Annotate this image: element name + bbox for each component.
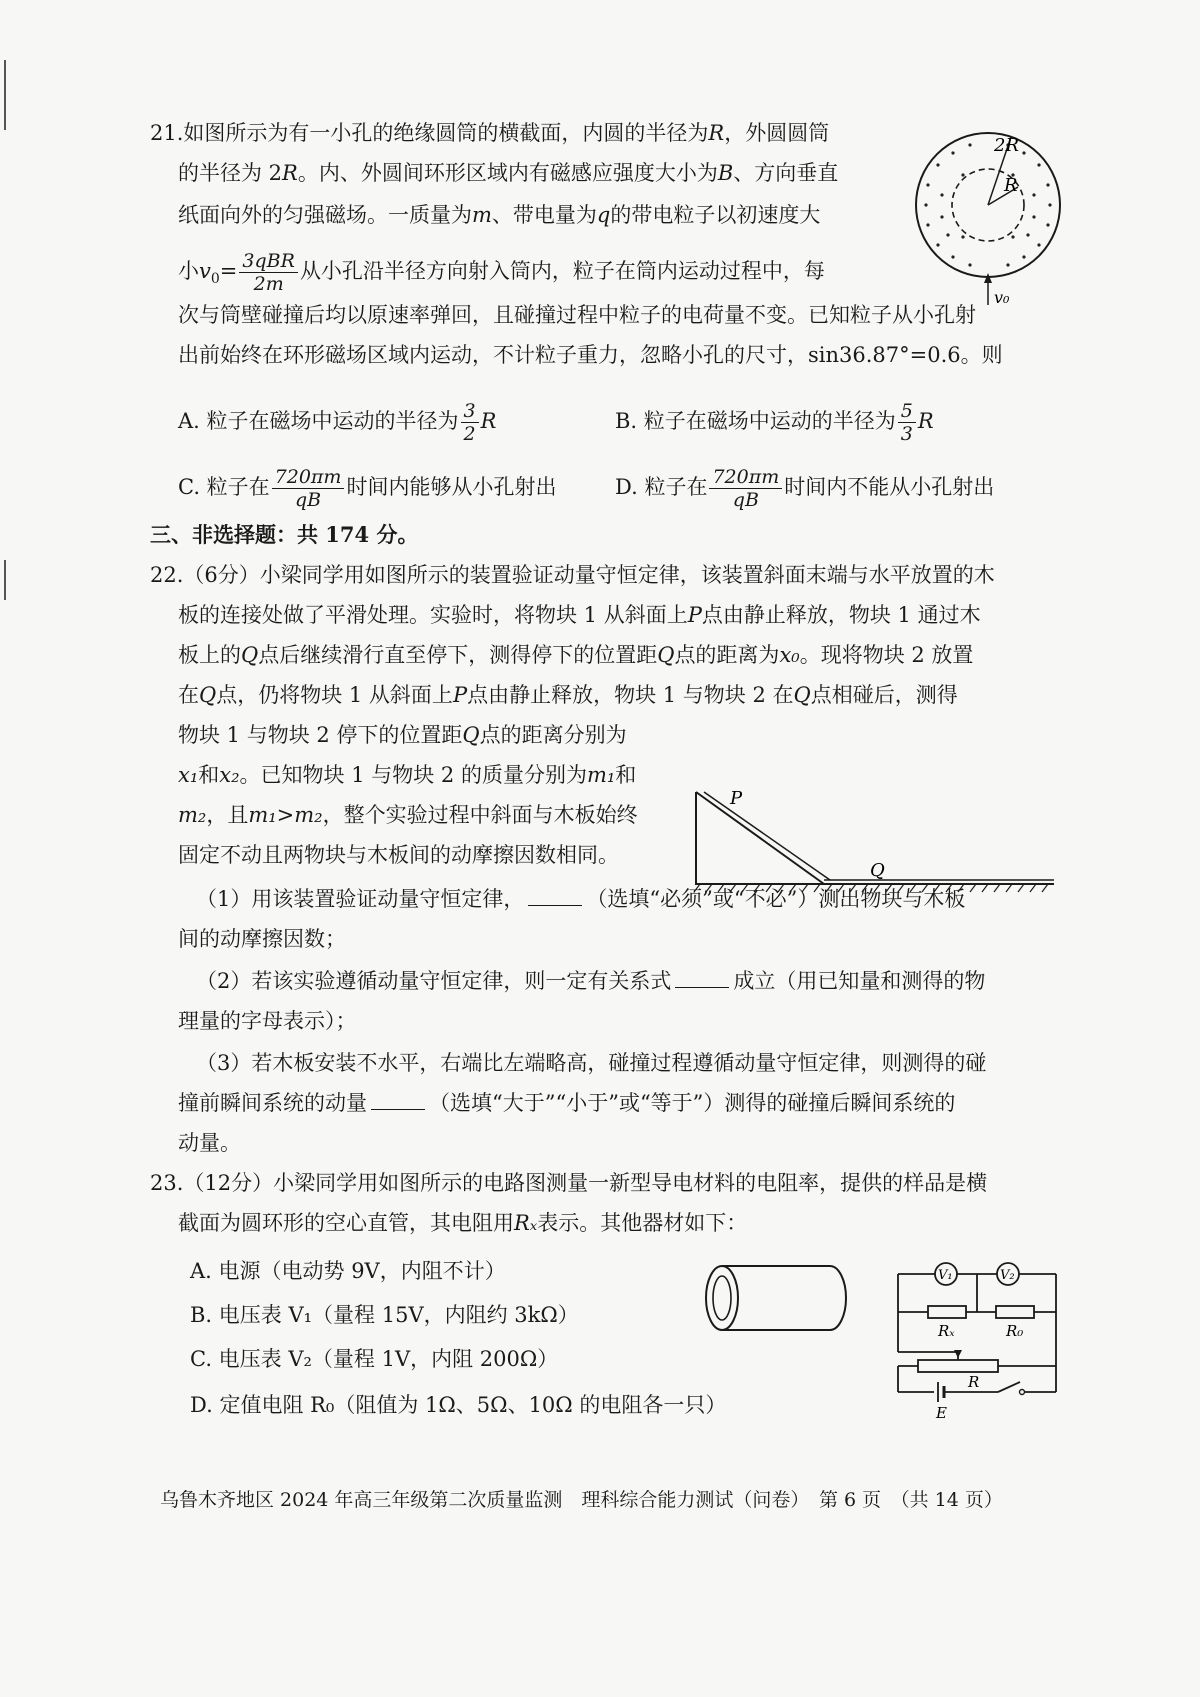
- section-3-heading: 三、非选择题：共 174 分。: [150, 522, 419, 547]
- q22-sub3-end: 动量。: [178, 1131, 241, 1155]
- q21-option-b: B. 粒子在磁场中运动的半径为 $\frac{5}{3}$ R: [615, 400, 934, 445]
- q23-line-1: 23.（12分）小梁同学用如图所示的电路图测量一新型导电材料的电阻率，提供的样品是横: [150, 1171, 988, 1195]
- incline-slope-inner: [704, 792, 830, 880]
- q23-line-2: 截面为圆环形的空心直管，其电阻用Rₓ表示。其他器材如下：: [178, 1211, 748, 1235]
- answer-blank-3[interactable]: [371, 1089, 425, 1110]
- page-footer: [160, 1486, 1003, 1514]
- label-R0: R₀: [1006, 1322, 1024, 1340]
- q22-line-6: x₁和x₂。已知物块 1 与物块 2 的质量分别为m₁和: [178, 763, 637, 787]
- q21-option-c: C. 粒子在 $\frac{720\pi m}{qB}$ 时间内能够从小孔射出: [178, 466, 557, 511]
- svg-text:V₂: V₂: [1000, 1268, 1015, 1283]
- label-E: E: [936, 1404, 947, 1422]
- svg-text:V₁: V₁: [938, 1268, 953, 1283]
- label-2R: 2R: [994, 135, 1020, 156]
- label-R: R: [1004, 175, 1018, 196]
- q21-line-4: 小$v_0=$ $\frac{\text{3qBR}}{2m}$ 从小孔沿半径方向射入筒内，粒子在筒内运动过程中，每: [178, 250, 825, 295]
- q23-item-c: C. 电压表 V₂（量程 1V，内阻 200Ω）: [190, 1347, 559, 1371]
- rheostat-slider: [954, 1350, 962, 1358]
- q22-sub1-cont: 间的动摩擦因数；: [178, 927, 346, 951]
- q21-number: 21.: [150, 121, 184, 145]
- q23-item-d: D. 定值电阻 R₀（阻值为 1Ω、5Ω、10Ω 的电阻各一只）: [190, 1393, 727, 1417]
- point-Q-label: Q: [870, 860, 885, 881]
- q21-line-3: 纸面向外的匀强磁场。一质量为m、带电量为q的带电粒子以初速度大: [178, 203, 821, 227]
- q22-line-1: 22.（6分）小梁同学用如图所示的装置验证动量守恒定律，该装置斜面末端与水平放置的木: [150, 563, 995, 587]
- q22-sub3: （3）若木板安装不水平，右端比左端略高，碰撞过程遵循动量守恒定律，则测得的碰: [196, 1051, 987, 1075]
- v0-fraction: $\frac{\text{3qBR}}{2m}$: [239, 250, 298, 295]
- q22-sub1: （1）用该装置验证动量守恒定律， （选填“必须”或“不必”）测出物块与木板: [196, 887, 966, 911]
- label-Rx: Rₓ: [938, 1322, 955, 1340]
- q23-number: 23.: [150, 1171, 184, 1195]
- incline-slope: [696, 792, 824, 884]
- q22-line-7: m₂，且m₁>m₂，整个实验过程中斜面与木板始终: [178, 803, 638, 827]
- switch-contact: [1020, 1390, 1025, 1395]
- answer-blank-1[interactable]: [528, 885, 582, 906]
- arrow-head: [984, 273, 992, 283]
- scan-edge-mark: [4, 60, 6, 130]
- q22-line-3: 板上的Q点后继续滑行直至停下，测得停下的位置距Q点的距离为x₀。现将物块 2 放置: [178, 643, 974, 667]
- label-v0: v₀: [994, 288, 1010, 305]
- footer-title: 乌鲁木齐地区 2024 年高三年级第二次质量监测 理科综合能力测试（问卷）: [160, 1489, 800, 1511]
- q22-line-8: 固定不动且两物块与木板间的动摩擦因数相同。: [178, 843, 619, 867]
- footer-page: 第 6 页: [818, 1489, 882, 1511]
- footer-total: （共 14 页）: [900, 1489, 1003, 1511]
- q21-line-6: 出前始终在环形磁场区域内运动，不计粒子重力，忽略小孔的尺寸，sin36.87°=0.6。则: [178, 343, 1003, 367]
- q22-number: 22.: [150, 563, 184, 587]
- q21-option-a: A. 粒子在磁场中运动的半径为 $\frac{3}{2}$ R: [178, 400, 497, 445]
- q23-item-a: A. 电源（电动势 9V，内阻不计）: [190, 1259, 506, 1283]
- label-R: R: [968, 1373, 980, 1391]
- q22-sub3-cont: 撞前瞬间系统的动量 （选填“大于”“小于”或“等于”）测得的碰撞后瞬间系统的: [178, 1091, 956, 1115]
- q21-line-1: 21.如图所示为有一小孔的绝缘圆筒的横截面，内圆的半径为R，外圆圆筒: [150, 121, 830, 145]
- q21-line-2: 的半径为 2R。内、外圆间环形区域内有磁感应强度大小为B、方向垂直: [178, 161, 839, 185]
- q21-cylinder-figure: [908, 125, 1068, 305]
- q23-tube-figure: [700, 1258, 850, 1338]
- q21-line-5: 次与筒壁碰撞后均以原速率弹回，且碰撞过程中粒子的电荷量不变。已知粒子从小孔射: [178, 303, 976, 327]
- q22-sub2-cont: 理量的字母表示）；: [178, 1009, 357, 1033]
- q22-line-2: 板的连接处做了平滑处理。实验时，将物块 1 从斜面上P点由静止释放，物块 1 通过木: [178, 603, 981, 627]
- q23-item-b: B. 电压表 V₁（量程 15V，内阻约 3kΩ）: [190, 1303, 579, 1327]
- q23-circuit-figure: [888, 1252, 1068, 1422]
- answer-blank-2[interactable]: [675, 967, 729, 988]
- point-P-label: P: [730, 788, 743, 809]
- q22-line-5: 物块 1 与物块 2 停下的位置距Q点的距离分别为: [178, 723, 627, 747]
- q21-option-d: D. 粒子在 $\frac{720\pi m}{qB}$ 时间内不能从小孔射出: [615, 466, 995, 511]
- q22-line-4: 在Q点，仍将物块 1 从斜面上P点由静止释放，物块 1 与物块 2 在Q点相碰后，测得: [178, 683, 958, 707]
- q22-sub2: （2）若该实验遵循动量守恒定律，则一定有关系式 成立（用已知量和测得的物: [196, 969, 986, 993]
- scan-edge-mark: [4, 560, 6, 600]
